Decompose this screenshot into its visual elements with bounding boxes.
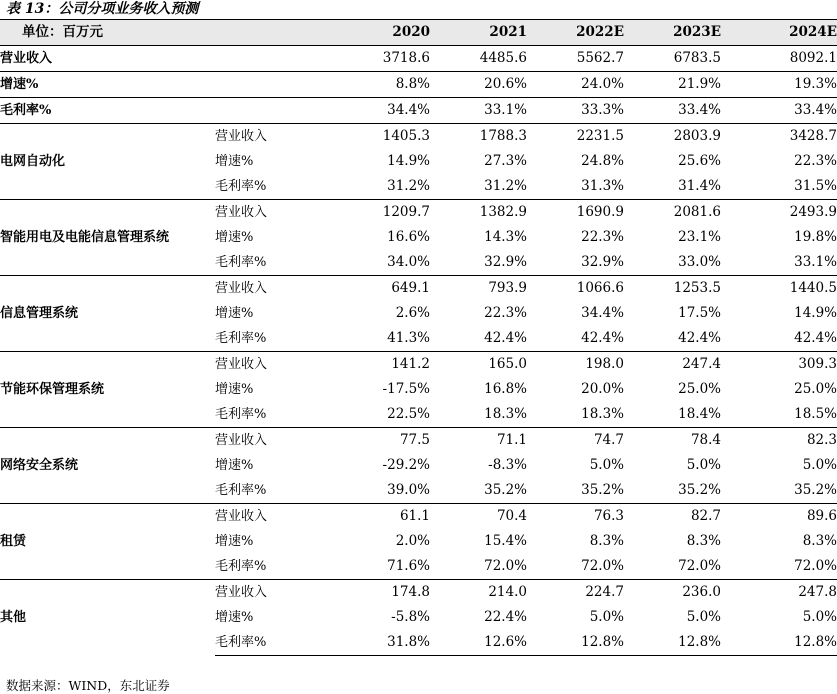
table-title: 表 13：公司分项业务收入预测 [6, 1, 199, 17]
value-cell: 33.1% [430, 98, 527, 124]
value-cell: 72.0% [581, 558, 624, 574]
value-cell: 1690.9 [527, 200, 624, 226]
value-cell: 15.4% [484, 533, 527, 549]
value-cell: 25.6% [678, 153, 721, 169]
segment-name: 电网自动化 [0, 124, 215, 200]
value-cell: 8.3% [686, 533, 721, 549]
segment-name: 智能用电及电能信息管理系统 [0, 200, 215, 276]
value-cell: 25.0% [678, 381, 721, 397]
value-cell: 8.8% [325, 72, 430, 98]
value-cell: 18.3% [581, 406, 624, 422]
value-cell: 4485.6 [479, 50, 527, 66]
summary-row [0, 46, 837, 72]
value-cell: -17.5% [382, 381, 430, 397]
metric-label: 毛利率% [215, 630, 325, 656]
value-cell: 33.4% [721, 98, 837, 124]
value-cell: 1382.9 [430, 200, 527, 226]
value-cell: 236.0 [624, 580, 721, 606]
value-cell: 71.6% [387, 558, 430, 574]
value-cell: 32.9% [484, 254, 527, 270]
value-cell: 8.3% [589, 533, 624, 549]
metric-label: 增速% [215, 154, 254, 169]
value-cell: -8.3% [488, 457, 527, 473]
value-cell: 5562.7 [576, 50, 624, 66]
value-cell: 12.8% [624, 630, 721, 656]
value-cell: 2231.5 [527, 124, 624, 150]
segment-name: 信息管理系统 [0, 276, 215, 352]
metric-label: 毛利率% [215, 559, 267, 574]
value-cell: -29.2% [382, 457, 430, 473]
value-cell: 2081.6 [624, 200, 721, 226]
row-label: 增速% [0, 72, 325, 98]
table-body [0, 46, 837, 656]
value-cell: 27.3% [484, 153, 527, 169]
value-cell: 24.8% [581, 153, 624, 169]
value-cell: 17.5% [678, 305, 721, 321]
metric-label: 增速% [215, 230, 254, 245]
value-cell: 22.5% [387, 406, 430, 422]
value-cell: 214.0 [430, 580, 527, 606]
value-cell: 34.0% [387, 254, 430, 270]
value-cell: 18.5% [794, 406, 837, 422]
value-cell: 72.0% [678, 558, 721, 574]
value-cell: 3718.6 [382, 50, 430, 66]
source-note: 数据来源：WIND，东北证券 [6, 678, 170, 693]
year-header: 2024E [721, 20, 837, 46]
value-cell: 31.5% [794, 178, 837, 194]
value-cell: 25.0% [794, 381, 837, 397]
segment-row [0, 504, 837, 530]
value-cell: 247.4 [624, 352, 721, 378]
metric-label: 增速% [215, 534, 254, 549]
value-cell: 41.3% [387, 330, 430, 346]
value-cell: 141.2 [325, 352, 430, 378]
value-cell: 42.4% [484, 330, 527, 346]
value-cell: 8092.1 [789, 50, 837, 66]
value-cell: 1253.5 [624, 276, 721, 302]
value-cell: 71.1 [430, 428, 527, 454]
value-cell: 649.1 [325, 276, 430, 302]
summary-row [0, 98, 837, 124]
value-cell: 34.4% [581, 305, 624, 321]
segment-name: 其他 [0, 580, 215, 656]
value-cell: 1209.7 [325, 200, 430, 226]
value-cell: 22.3% [484, 305, 527, 321]
value-cell: 20.0% [581, 381, 624, 397]
value-cell: 22.3% [581, 229, 624, 245]
value-cell: 74.7 [527, 428, 624, 454]
value-cell: 89.6 [721, 504, 837, 530]
segment-row [0, 276, 837, 302]
value-cell: 61.1 [325, 504, 430, 530]
value-cell: 82.3 [721, 428, 837, 454]
metric-label: 增速% [215, 306, 254, 321]
value-cell: 31.8% [325, 630, 430, 656]
value-cell: 33.1% [794, 254, 837, 270]
value-cell: 72.0% [794, 558, 837, 574]
value-cell: 78.4 [624, 428, 721, 454]
segment-row [0, 352, 837, 378]
value-cell: 5.0% [802, 609, 837, 625]
value-cell: 19.8% [794, 229, 837, 245]
value-cell: 35.2% [678, 482, 721, 498]
value-cell: 18.4% [678, 406, 721, 422]
segment-row [0, 124, 837, 150]
value-cell: 8.3% [802, 533, 837, 549]
value-cell: 35.2% [581, 482, 624, 498]
value-cell: 34.4% [325, 98, 430, 124]
metric-label: 毛利率% [215, 331, 267, 346]
value-cell: 42.4% [794, 330, 837, 346]
metric-label: 营业收入 [215, 276, 325, 302]
value-cell: 224.7 [527, 580, 624, 606]
row-label: 毛利率% [0, 98, 325, 124]
value-cell: 16.8% [484, 381, 527, 397]
unit-label: 单位：百万元 [0, 20, 325, 46]
segment-revenue-table [0, 19, 837, 656]
value-cell: 33.4% [624, 98, 721, 124]
value-cell: 1066.6 [527, 276, 624, 302]
value-cell: 42.4% [678, 330, 721, 346]
value-cell: 18.3% [484, 406, 527, 422]
value-cell: 2803.9 [624, 124, 721, 150]
metric-label: 营业收入 [215, 580, 325, 606]
value-cell: 22.4% [484, 609, 527, 625]
metric-label: 营业收入 [215, 504, 325, 530]
metric-label: 营业收入 [215, 428, 325, 454]
value-cell: 76.3 [527, 504, 624, 530]
value-cell: 1788.3 [430, 124, 527, 150]
row-label: 营业收入 [0, 51, 53, 66]
value-cell: 247.8 [721, 580, 837, 606]
year-header: 2020 [325, 20, 430, 46]
value-cell: 12.6% [430, 630, 527, 656]
value-cell: 22.3% [794, 153, 837, 169]
value-cell: 77.5 [325, 428, 430, 454]
year-header: 2021 [430, 20, 527, 46]
metric-label: 毛利率% [215, 407, 267, 422]
year-header: 2023E [624, 20, 721, 46]
segment-name: 租赁 [0, 504, 215, 580]
value-cell: 309.3 [721, 352, 837, 378]
value-cell: 174.8 [325, 580, 430, 606]
value-cell: 1440.5 [721, 276, 837, 302]
metric-label: 增速% [215, 458, 254, 473]
value-cell: 5.0% [686, 609, 721, 625]
value-cell: 5.0% [589, 609, 624, 625]
value-cell: 2493.9 [721, 200, 837, 226]
value-cell: 35.2% [794, 482, 837, 498]
value-cell: 16.6% [387, 229, 430, 245]
value-cell: 20.6% [430, 72, 527, 98]
value-cell: 5.0% [589, 457, 624, 473]
segment-row [0, 580, 837, 606]
value-cell: 24.0% [527, 72, 624, 98]
value-cell: 2.6% [395, 305, 430, 321]
metric-label: 毛利率% [215, 255, 267, 270]
value-cell: 14.9% [794, 305, 837, 321]
metric-label: 营业收入 [215, 124, 325, 150]
value-cell: 31.3% [581, 178, 624, 194]
value-cell: 14.9% [387, 153, 430, 169]
value-cell: 31.4% [678, 178, 721, 194]
value-cell: 165.0 [430, 352, 527, 378]
value-cell: 33.0% [678, 254, 721, 270]
value-cell: 33.3% [527, 98, 624, 124]
value-cell: 82.7 [624, 504, 721, 530]
value-cell: 70.4 [430, 504, 527, 530]
value-cell: 793.9 [430, 276, 527, 302]
year-header: 2022E [527, 20, 624, 46]
value-cell: 198.0 [527, 352, 624, 378]
metric-label: 毛利率% [215, 179, 267, 194]
value-cell: 72.0% [484, 558, 527, 574]
value-cell: 35.2% [484, 482, 527, 498]
metric-label: 增速% [215, 610, 254, 625]
segment-name: 网络安全系统 [0, 428, 215, 504]
value-cell: 31.2% [387, 178, 430, 194]
value-cell: 2.0% [395, 533, 430, 549]
value-cell: 23.1% [678, 229, 721, 245]
value-cell: 21.9% [624, 72, 721, 98]
summary-row [0, 72, 837, 98]
value-cell: 5.0% [802, 457, 837, 473]
value-cell: 12.8% [721, 630, 837, 656]
value-cell: 19.3% [721, 72, 837, 98]
value-cell: 42.4% [581, 330, 624, 346]
value-cell: 1405.3 [325, 124, 430, 150]
metric-label: 营业收入 [215, 200, 325, 226]
value-cell: -5.8% [391, 609, 430, 625]
segment-row [0, 200, 837, 226]
value-cell: 5.0% [686, 457, 721, 473]
value-cell: 3428.7 [721, 124, 837, 150]
segment-row [0, 428, 837, 454]
metric-label: 营业收入 [215, 352, 325, 378]
value-cell: 6783.5 [673, 50, 721, 66]
metric-label: 增速% [215, 382, 254, 397]
value-cell: 32.9% [581, 254, 624, 270]
table-header-row [0, 20, 837, 46]
segment-name: 节能环保管理系统 [0, 352, 215, 428]
metric-label: 毛利率% [215, 483, 267, 498]
value-cell: 39.0% [387, 482, 430, 498]
value-cell: 31.2% [484, 178, 527, 194]
value-cell: 14.3% [484, 229, 527, 245]
value-cell: 12.8% [527, 630, 624, 656]
